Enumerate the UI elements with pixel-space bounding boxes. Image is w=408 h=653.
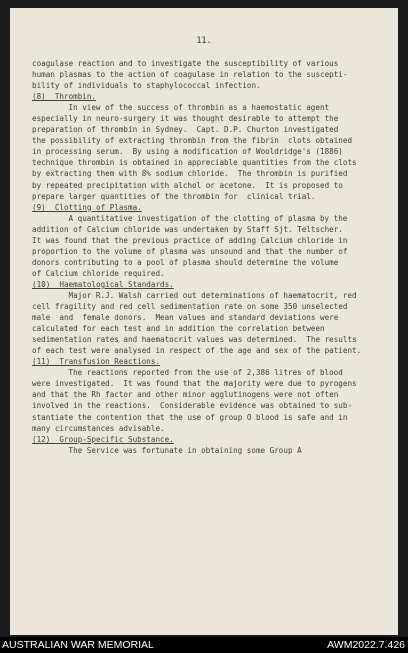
text-line [32, 412, 382, 423]
text-line [32, 423, 382, 434]
line-text: proportion to the volume of plasma was unsound and that the number of [32, 246, 348, 256]
line-text: in processing serum. By using a modification of Wooldridge's (1886) [32, 147, 343, 157]
line-text: involved in the reactions. Considerable evidence was obtained to sub- [32, 401, 353, 411]
line-text: preparation of thrombin in Sydney. Capt. D.P. Churton investigated [32, 125, 339, 135]
line-text: of each test were analysed in respect of the age and sex of the patient. [32, 346, 362, 356]
section-heading [32, 356, 382, 367]
line-text: stantiate the contention that the use of group O blood is safe and in [32, 412, 348, 422]
section-heading-text: (11) Transfusion Reactions. [32, 357, 161, 367]
text-line [32, 334, 382, 345]
text-line [32, 257, 382, 268]
line-text: technique thrombin is obtained in appreciable quantities from the clots [32, 158, 357, 168]
text-line [32, 378, 382, 389]
line-text: of Calcium chloride required. [32, 268, 165, 278]
text-line [32, 69, 382, 80]
text-line [32, 367, 382, 378]
line-text: by repeated precipitation with alchol or acetone. It is proposed to [32, 180, 343, 190]
text-line [32, 312, 382, 323]
line-text: sedimentation rates and haematocrit values was determined. The results [32, 335, 357, 345]
line-text: and that the Rh factor and other minor agglutinogens were not often [32, 390, 339, 400]
text-line [32, 58, 382, 69]
line-text: The reactions reported from the use of 2,386 litres of blood [68, 368, 343, 378]
text-line [32, 290, 382, 301]
text-line [32, 80, 382, 91]
text-line [32, 124, 382, 135]
text-line [32, 389, 382, 400]
line-text: were investigated. It was found that the majority were due to pyrogens [32, 379, 357, 389]
text-line [32, 445, 382, 456]
section-heading-text: (10) Haematological Standards. [32, 279, 174, 289]
text-line [32, 246, 382, 257]
text-line [32, 213, 382, 224]
section-heading [32, 202, 382, 213]
text-line [32, 146, 382, 157]
text-line [32, 224, 382, 235]
text-line [32, 102, 382, 113]
text-line [32, 191, 382, 202]
text-line [32, 400, 382, 411]
page-number: 11. [196, 36, 212, 46]
line-text: coagulase reaction and to investigate the susceptibility of various [32, 59, 339, 68]
line-text: The Service was fortunate in obtaining some Group A [68, 445, 302, 455]
archive-footer [0, 637, 408, 653]
line-text: prepare larger quantities of the thrombin for clinical trial. [32, 191, 316, 201]
section-heading [32, 279, 382, 290]
footer-accession-number: AWM2022.7.426 [327, 639, 405, 651]
line-text: addition of Calcium chloride was undertaken by Staff Sjt. Teltscher. [32, 224, 343, 234]
text-line [32, 323, 382, 334]
section-heading-text: (12) Group-Specific Substance. [32, 434, 174, 444]
section-heading [32, 91, 382, 102]
line-text: In view of the success of thrombin as a haemostatic agent [68, 103, 330, 113]
line-text: calculated for each test and in addition the correlation between [32, 324, 325, 334]
footer-institution: AUSTRALIAN WAR MEMORIAL [2, 639, 154, 651]
section-heading [32, 434, 382, 445]
line-text: male and female donors. Mean values and standard deviations were [32, 313, 339, 323]
line-text: A quantitative investigation of the clotting of plasma by the [68, 213, 348, 223]
line-text: by extracting them with 8% sodium chloride. The thrombin is purified [32, 169, 348, 179]
section-heading-text: (8) Thrombin. [32, 92, 97, 102]
line-text: the possibility of extracting thrombin from the fibrin clots obtained [32, 136, 353, 146]
text-line [32, 168, 382, 179]
text-line [32, 345, 382, 356]
line-text: especially in neuro-surgery it was thought desirable to attempt the [32, 114, 339, 124]
text-line [32, 268, 382, 279]
line-text: bility of individuals to staphylococcal infection. [32, 81, 261, 91]
line-text: human plasmas to the action of coagulase in relation to the suscepti- [32, 70, 348, 80]
text-line [32, 180, 382, 191]
text-line [32, 301, 382, 312]
document-body [32, 58, 382, 456]
text-line [32, 157, 382, 168]
line-text: donors contributing to a pool of plasma should determine the volume [32, 257, 339, 267]
section-heading-text: (9) Clotting of Plasma. [32, 202, 142, 212]
line-text: cell fragility and red cell sedimentation rate on some 350 unselected [32, 302, 348, 312]
text-line [32, 135, 382, 146]
text-line [32, 235, 382, 246]
line-text: many circumstances advisable. [32, 423, 165, 433]
line-text: It was found that the previous practice of adding Calcium chloride in [32, 235, 348, 245]
text-line [32, 113, 382, 124]
document-page [10, 8, 398, 635]
line-text: Major R.J. Walsh carried out determinations of haematocrit, red [68, 290, 357, 300]
